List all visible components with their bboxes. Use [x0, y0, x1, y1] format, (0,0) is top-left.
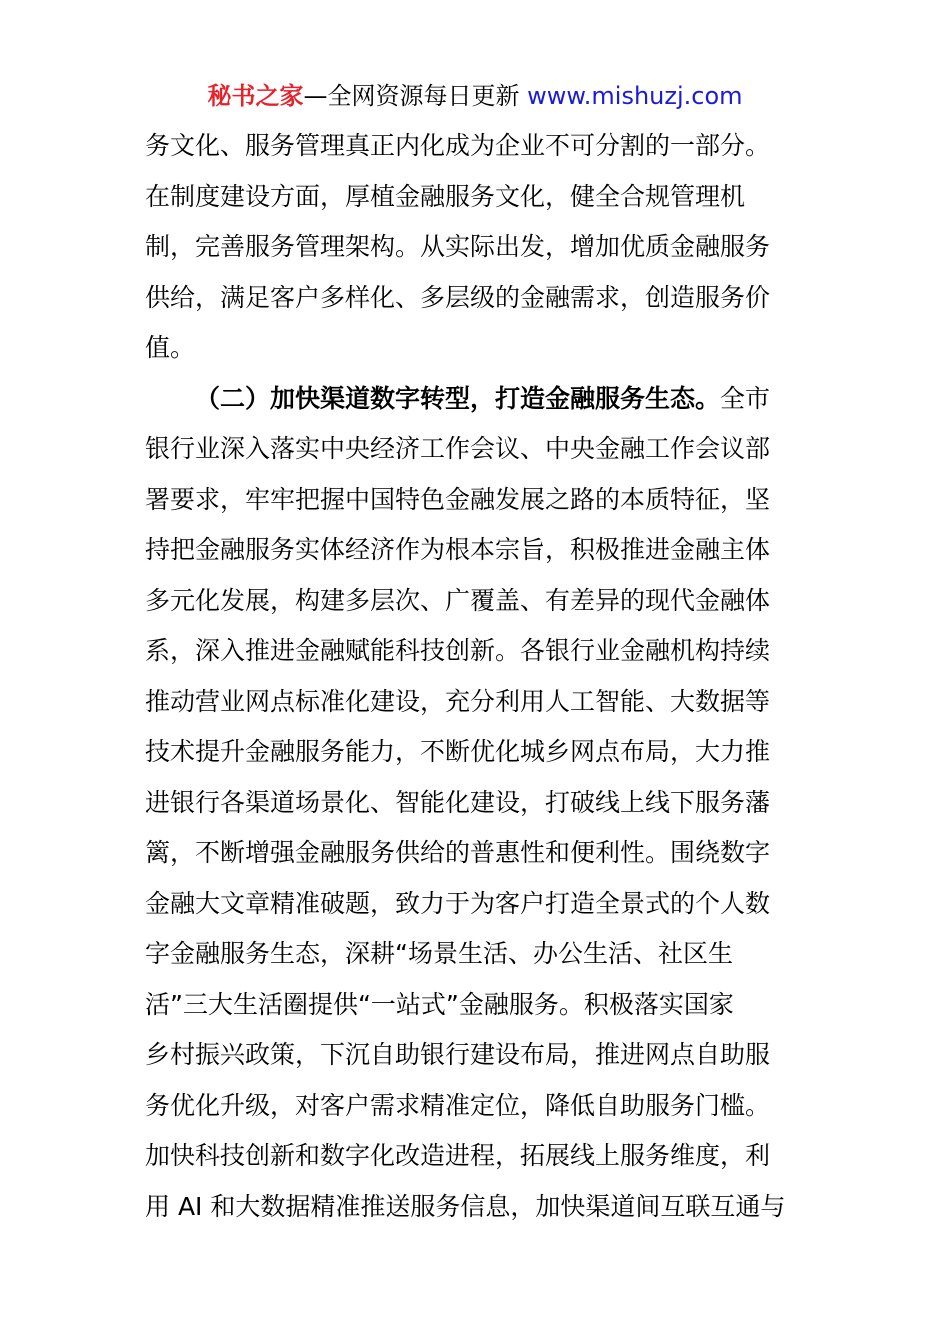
text-line: 署要求，牢牢把握中国特色金融发展之路的本质特征，坚 — [145, 484, 771, 514]
text-line: 加快科技创新和数字化改造进程，拓展线上服务维度，利 — [145, 1141, 771, 1170]
text-line: 金融大文章精准破题，致力于为客户打造全景式的个人数 — [145, 888, 771, 918]
text-line: 推动营业网点标准化建设，充分利用人工智能、大数据等 — [145, 686, 771, 716]
text-line: 用 AI 和大数据精准推送服务信息，加快渠道间互联互通与 — [145, 1191, 786, 1221]
section-heading: （二）加快渠道数字转型，打造金融服务生态。 — [195, 383, 721, 413]
text-line: 篱，不断增强金融服务供给的普惠性和便利性。围绕数字 — [145, 838, 771, 867]
text-line: 乡村振兴政策，下沉自助银行建设布局，推进网点自助服 — [145, 1040, 771, 1069]
text-line: 务文化、服务管理真正内化成为企业不可分割的一部分。 — [145, 131, 771, 160]
text-line: 在制度建设方面，厚植金融服务文化，健全合规管理机 — [145, 181, 746, 211]
text-line: 技术提升金融服务能力，不断优化城乡网点布局，大力推 — [145, 737, 771, 766]
text-line: 务优化升级，对客户需求精准定位，降低自助服务门槛。 — [145, 1090, 771, 1120]
text-line: 供给，满足客户多样化、多层级的金融需求，创造服务价 — [145, 282, 771, 312]
text-line: 字金融服务生态，深耕“场景生活、办公生活、社区生 — [145, 939, 733, 968]
text-line: 进银行各渠道场景化、智能化建设，打破线上线下服务藩 — [145, 787, 771, 817]
text-line: 值。 — [145, 333, 196, 362]
document-body — [145, 121, 810, 1232]
text-line: 系，深入推进金融赋能科技创新。各银行业金融机构持续 — [145, 636, 771, 665]
site-url-link[interactable]: www.mishuzj.com — [527, 82, 743, 110]
text-line: 持把金融服务实体经济作为根本宗旨，积极推进金融主体 — [145, 535, 771, 564]
text-line: 多元化发展，构建多层次、广覆盖、有差异的现代金融体 — [145, 585, 771, 615]
page-header — [0, 80, 950, 112]
header-tagline: —全网资源每日更新 — [303, 82, 528, 110]
text-line: 银行业深入落实中央经济工作会议、中央金融工作会议部 — [145, 434, 771, 463]
brand-name: 秘书之家 — [207, 82, 304, 110]
text-line: 活”三大生活圈提供“一站式”金融服务。积极落实国家 — [145, 989, 734, 1019]
heading-line-rest: 全市 — [720, 383, 771, 413]
section-heading-line — [145, 374, 810, 425]
text-line: 制，完善服务管理架构。从实际出发，增加优质金融服务 — [145, 232, 771, 261]
